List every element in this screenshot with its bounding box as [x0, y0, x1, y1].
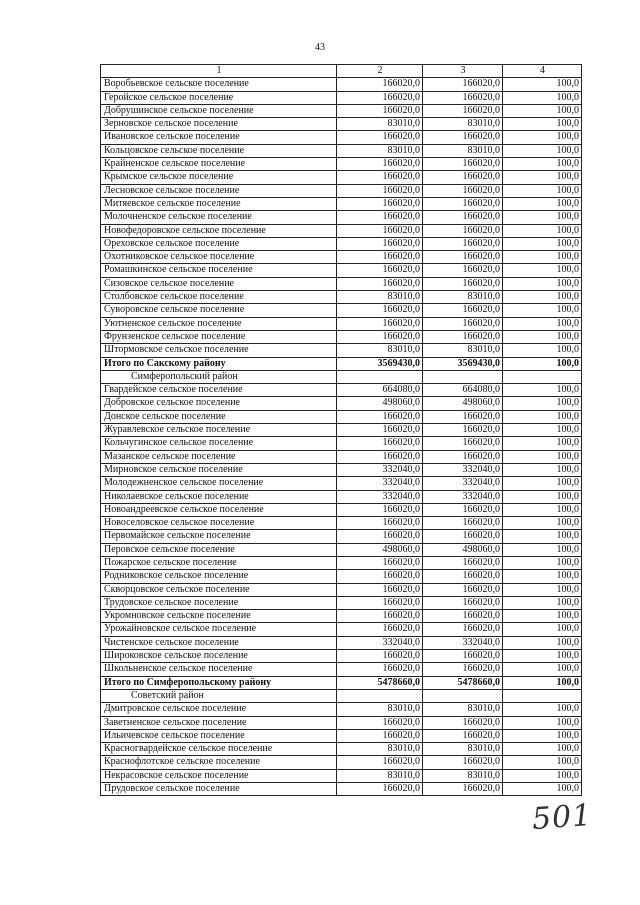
- plan-amount-cell: 166020,0: [337, 583, 423, 596]
- actual-amount-cell: 83010,0: [423, 144, 503, 157]
- actual-amount-cell: 166020,0: [423, 211, 503, 224]
- percent-cell: 100,0: [503, 676, 582, 689]
- percent-cell: 100,0: [503, 437, 582, 450]
- percent-cell: 100,0: [503, 144, 582, 157]
- actual-amount-cell: 332040,0: [423, 463, 503, 476]
- percent-cell: 100,0: [503, 650, 582, 663]
- percent-cell: 100,0: [503, 517, 582, 530]
- plan-amount-cell: 166020,0: [337, 131, 423, 144]
- percent-cell: 100,0: [503, 397, 582, 410]
- settlement-name-cell: Кольцовское сельское поселение: [101, 144, 337, 157]
- table-header-row: [101, 65, 582, 78]
- actual-amount-cell: 332040,0: [423, 636, 503, 649]
- plan-amount-cell: 166020,0: [337, 756, 423, 769]
- table-row: [101, 330, 582, 343]
- actual-amount-cell: 166020,0: [423, 410, 503, 423]
- actual-amount-cell: 166020,0: [423, 530, 503, 543]
- settlement-name-cell: Первомайское сельское поселение: [101, 530, 337, 543]
- table-row: [101, 304, 582, 317]
- plan-amount-cell: 166020,0: [337, 530, 423, 543]
- settlement-name-cell: Заветненское сельское поселение: [101, 716, 337, 729]
- table-row: [101, 397, 582, 410]
- actual-amount-cell: 166020,0: [423, 131, 503, 144]
- actual-amount-cell: 664080,0: [423, 384, 503, 397]
- percent-cell: 100,0: [503, 197, 582, 210]
- percent-cell: 100,0: [503, 783, 582, 796]
- settlement-name-cell: Добрушинское сельское поселение: [101, 104, 337, 117]
- plan-amount-cell: 3569430,0: [337, 357, 423, 370]
- percent-cell: 100,0: [503, 211, 582, 224]
- actual-amount-cell: 166020,0: [423, 623, 503, 636]
- percent-cell: 100,0: [503, 291, 582, 304]
- settlement-name-cell: Школьненское сельское поселение: [101, 663, 337, 676]
- plan-amount-cell: 83010,0: [337, 769, 423, 782]
- plan-amount-cell: 83010,0: [337, 118, 423, 131]
- actual-amount-cell: 83010,0: [423, 291, 503, 304]
- plan-amount-cell: 166020,0: [337, 264, 423, 277]
- percent-cell: 100,0: [503, 716, 582, 729]
- table-row: [101, 477, 582, 490]
- table-row: [101, 197, 582, 210]
- page-number: 43: [315, 42, 325, 53]
- actual-amount-cell: 166020,0: [423, 663, 503, 676]
- plan-amount-cell: 166020,0: [337, 251, 423, 264]
- percent-cell: 100,0: [503, 317, 582, 330]
- actual-amount-cell: 166020,0: [423, 171, 503, 184]
- settlement-name-cell: Лесновское сельское поселение: [101, 184, 337, 197]
- table-row: [101, 596, 582, 609]
- actual-amount-cell: [423, 689, 503, 702]
- table-row: [101, 264, 582, 277]
- actual-amount-cell: 83010,0: [423, 743, 503, 756]
- actual-amount-cell: 166020,0: [423, 570, 503, 583]
- plan-amount-cell: 166020,0: [337, 663, 423, 676]
- header-cell-1: 1: [101, 65, 337, 78]
- plan-amount-cell: 166020,0: [337, 237, 423, 250]
- percent-cell: 100,0: [503, 570, 582, 583]
- percent-cell: 100,0: [503, 769, 582, 782]
- settlement-name-cell: Сизовское сельское поселение: [101, 277, 337, 290]
- percent-cell: 100,0: [503, 304, 582, 317]
- plan-amount-cell: 664080,0: [337, 384, 423, 397]
- plan-amount-cell: [337, 689, 423, 702]
- actual-amount-cell: 166020,0: [423, 184, 503, 197]
- percent-cell: 100,0: [503, 251, 582, 264]
- plan-amount-cell: 332040,0: [337, 490, 423, 503]
- table-row: [101, 517, 582, 530]
- plan-amount-cell: 166020,0: [337, 410, 423, 423]
- actual-amount-cell: 83010,0: [423, 118, 503, 131]
- plan-amount-cell: 5478660,0: [337, 676, 423, 689]
- percent-cell: 100,0: [503, 91, 582, 104]
- table-row: [101, 437, 582, 450]
- settlement-name-cell: Уютненское сельское поселение: [101, 317, 337, 330]
- actual-amount-cell: 166020,0: [423, 610, 503, 623]
- plan-amount-cell: 166020,0: [337, 91, 423, 104]
- plan-amount-cell: 498060,0: [337, 543, 423, 556]
- actual-amount-cell: 5478660,0: [423, 676, 503, 689]
- settlement-name-cell: Новоселовское сельское поселение: [101, 517, 337, 530]
- settlement-name-cell: Гвардейское сельское поселение: [101, 384, 337, 397]
- settlement-name-cell: Новоандреевское сельское поселение: [101, 503, 337, 516]
- settlement-name-cell: Крымское сельское поселение: [101, 171, 337, 184]
- plan-amount-cell: 332040,0: [337, 477, 423, 490]
- table-row: [101, 158, 582, 171]
- plan-amount-cell: 166020,0: [337, 610, 423, 623]
- table-row: [101, 384, 582, 397]
- plan-amount-cell: 166020,0: [337, 104, 423, 117]
- settlement-name-cell: Молодежненское сельское поселение: [101, 477, 337, 490]
- percent-cell: 100,0: [503, 490, 582, 503]
- percent-cell: 100,0: [503, 118, 582, 131]
- actual-amount-cell: 3569430,0: [423, 357, 503, 370]
- actual-amount-cell: 166020,0: [423, 158, 503, 171]
- settlement-name-cell: Укромновское сельское поселение: [101, 610, 337, 623]
- table-row: [101, 118, 582, 131]
- budget-table: [100, 64, 582, 796]
- table-row: [101, 317, 582, 330]
- table-row: [101, 583, 582, 596]
- plan-amount-cell: 166020,0: [337, 517, 423, 530]
- plan-amount-cell: 166020,0: [337, 596, 423, 609]
- actual-amount-cell: 83010,0: [423, 703, 503, 716]
- plan-amount-cell: [337, 370, 423, 383]
- percent-cell: 100,0: [503, 424, 582, 437]
- percent-cell: 100,0: [503, 277, 582, 290]
- actual-amount-cell: 332040,0: [423, 490, 503, 503]
- actual-amount-cell: 166020,0: [423, 556, 503, 569]
- table-row: [101, 104, 582, 117]
- settlement-name-cell: Добровское сельское поселение: [101, 397, 337, 410]
- table-row: [101, 503, 582, 516]
- percent-cell: 100,0: [503, 344, 582, 357]
- table-row: [101, 171, 582, 184]
- table-row: [101, 277, 582, 290]
- actual-amount-cell: 498060,0: [423, 397, 503, 410]
- settlement-name-cell: Митяевское сельское поселение: [101, 197, 337, 210]
- table-row: [101, 144, 582, 157]
- settlement-name-cell: Ромашкинское сельское поселение: [101, 264, 337, 277]
- table-row: [101, 729, 582, 742]
- table-row: [101, 463, 582, 476]
- table-row: [101, 344, 582, 357]
- actual-amount-cell: 166020,0: [423, 91, 503, 104]
- settlement-name-cell: Родниковское сельское поселение: [101, 570, 337, 583]
- table-row: [101, 450, 582, 463]
- table-row: [101, 570, 582, 583]
- settlement-name-cell: Пожарское сельское поселение: [101, 556, 337, 569]
- percent-cell: [503, 689, 582, 702]
- percent-cell: 100,0: [503, 596, 582, 609]
- total-row: [101, 676, 582, 689]
- plan-amount-cell: 498060,0: [337, 397, 423, 410]
- settlement-name-cell: Фрунзенское сельское поселение: [101, 330, 337, 343]
- actual-amount-cell: 83010,0: [423, 769, 503, 782]
- settlement-name-cell: Ивановское сельское поселение: [101, 131, 337, 144]
- percent-cell: 100,0: [503, 410, 582, 423]
- settlement-name-cell: Воробьевское сельское поселение: [101, 78, 337, 91]
- plan-amount-cell: 166020,0: [337, 317, 423, 330]
- table-row: [101, 410, 582, 423]
- settlement-name-cell: Николаевское сельское поселение: [101, 490, 337, 503]
- settlement-name-cell: Донское сельское поселение: [101, 410, 337, 423]
- actual-amount-cell: 166020,0: [423, 756, 503, 769]
- table-row: [101, 769, 582, 782]
- table-row: [101, 424, 582, 437]
- table-row: [101, 131, 582, 144]
- table-row: [101, 224, 582, 237]
- actual-amount-cell: 166020,0: [423, 424, 503, 437]
- actual-amount-cell: 166020,0: [423, 251, 503, 264]
- plan-amount-cell: 166020,0: [337, 623, 423, 636]
- settlement-name-cell: Мазанское сельское поселение: [101, 450, 337, 463]
- settlement-name-cell: Перовское сельское поселение: [101, 543, 337, 556]
- percent-cell: 100,0: [503, 237, 582, 250]
- table-row: [101, 636, 582, 649]
- percent-cell: 100,0: [503, 556, 582, 569]
- percent-cell: [503, 370, 582, 383]
- plan-amount-cell: 166020,0: [337, 78, 423, 91]
- percent-cell: 100,0: [503, 171, 582, 184]
- actual-amount-cell: 166020,0: [423, 104, 503, 117]
- settlement-name-cell: Новофедоровское сельское поселение: [101, 224, 337, 237]
- settlement-name-cell: Прудовское сельское поселение: [101, 783, 337, 796]
- actual-amount-cell: 166020,0: [423, 237, 503, 250]
- plan-amount-cell: 83010,0: [337, 743, 423, 756]
- plan-amount-cell: 166020,0: [337, 330, 423, 343]
- header-cell-4: 4: [503, 65, 582, 78]
- percent-cell: 100,0: [503, 636, 582, 649]
- actual-amount-cell: 166020,0: [423, 503, 503, 516]
- table-row: [101, 703, 582, 716]
- plan-amount-cell: 166020,0: [337, 197, 423, 210]
- percent-cell: 100,0: [503, 729, 582, 742]
- plan-amount-cell: 166020,0: [337, 503, 423, 516]
- percent-cell: 100,0: [503, 131, 582, 144]
- settlement-name-cell: Столбовское сельское поселение: [101, 291, 337, 304]
- table-row: [101, 650, 582, 663]
- actual-amount-cell: 166020,0: [423, 716, 503, 729]
- plan-amount-cell: 166020,0: [337, 716, 423, 729]
- settlement-name-cell: Кольчугинское сельское поселение: [101, 437, 337, 450]
- percent-cell: 100,0: [503, 104, 582, 117]
- actual-amount-cell: [423, 370, 503, 383]
- percent-cell: 100,0: [503, 384, 582, 397]
- settlement-name-cell: Итого по Симферопольскому району: [101, 676, 337, 689]
- table-row: [101, 756, 582, 769]
- actual-amount-cell: 166020,0: [423, 330, 503, 343]
- header-cell-2: 2: [337, 65, 423, 78]
- settlement-name-cell: Краснофлотское сельское поселение: [101, 756, 337, 769]
- table-row: [101, 610, 582, 623]
- percent-cell: 100,0: [503, 756, 582, 769]
- settlement-name-cell: Дмитровское сельское поселение: [101, 703, 337, 716]
- plan-amount-cell: 166020,0: [337, 783, 423, 796]
- percent-cell: 100,0: [503, 530, 582, 543]
- actual-amount-cell: 166020,0: [423, 197, 503, 210]
- plan-amount-cell: 166020,0: [337, 224, 423, 237]
- percent-cell: 100,0: [503, 450, 582, 463]
- percent-cell: 100,0: [503, 743, 582, 756]
- actual-amount-cell: 166020,0: [423, 450, 503, 463]
- percent-cell: 100,0: [503, 583, 582, 596]
- percent-cell: 100,0: [503, 477, 582, 490]
- percent-cell: 100,0: [503, 357, 582, 370]
- table-row: [101, 783, 582, 796]
- actual-amount-cell: 332040,0: [423, 477, 503, 490]
- actual-amount-cell: 166020,0: [423, 78, 503, 91]
- plan-amount-cell: 166020,0: [337, 437, 423, 450]
- percent-cell: 100,0: [503, 158, 582, 171]
- settlement-name-cell: Молочненское сельское поселение: [101, 211, 337, 224]
- actual-amount-cell: 166020,0: [423, 596, 503, 609]
- plan-amount-cell: 166020,0: [337, 158, 423, 171]
- percent-cell: 100,0: [503, 543, 582, 556]
- actual-amount-cell: 498060,0: [423, 543, 503, 556]
- header-cell-3: 3: [423, 65, 503, 78]
- plan-amount-cell: 166020,0: [337, 304, 423, 317]
- plan-amount-cell: 166020,0: [337, 570, 423, 583]
- table-row: [101, 623, 582, 636]
- table-row: [101, 78, 582, 91]
- table-row: [101, 211, 582, 224]
- settlement-name-cell: Урожайновское сельское поселение: [101, 623, 337, 636]
- percent-cell: 100,0: [503, 330, 582, 343]
- plan-amount-cell: 166020,0: [337, 277, 423, 290]
- plan-amount-cell: 83010,0: [337, 144, 423, 157]
- table-row: [101, 251, 582, 264]
- settlement-name-cell: Мирновское сельское поселение: [101, 463, 337, 476]
- settlement-name-cell: Ореховское сельское поселение: [101, 237, 337, 250]
- settlement-name-cell: Красногвардейское сельское поселение: [101, 743, 337, 756]
- settlement-name-cell: Штормовское сельское поселение: [101, 344, 337, 357]
- actual-amount-cell: 166020,0: [423, 317, 503, 330]
- plan-amount-cell: 83010,0: [337, 703, 423, 716]
- percent-cell: 100,0: [503, 503, 582, 516]
- plan-amount-cell: 166020,0: [337, 650, 423, 663]
- table-row: [101, 716, 582, 729]
- settlement-name-cell: Скворцовское сельское поселение: [101, 583, 337, 596]
- plan-amount-cell: 166020,0: [337, 211, 423, 224]
- plan-amount-cell: 166020,0: [337, 171, 423, 184]
- percent-cell: 100,0: [503, 184, 582, 197]
- percent-cell: 100,0: [503, 463, 582, 476]
- table-row: [101, 556, 582, 569]
- actual-amount-cell: 166020,0: [423, 517, 503, 530]
- table-row: [101, 237, 582, 250]
- percent-cell: 100,0: [503, 623, 582, 636]
- table-body: [101, 65, 582, 796]
- plan-amount-cell: 83010,0: [337, 344, 423, 357]
- table-row: [101, 530, 582, 543]
- district-heading-row: [101, 370, 582, 383]
- actual-amount-cell: 166020,0: [423, 729, 503, 742]
- percent-cell: 100,0: [503, 703, 582, 716]
- actual-amount-cell: 166020,0: [423, 224, 503, 237]
- settlement-name-cell: Зерновское сельское поселение: [101, 118, 337, 131]
- actual-amount-cell: 166020,0: [423, 783, 503, 796]
- table-row: [101, 543, 582, 556]
- table-row: [101, 743, 582, 756]
- plan-amount-cell: 166020,0: [337, 556, 423, 569]
- settlement-name-cell: Чистенское сельское поселение: [101, 636, 337, 649]
- settlement-name-cell: Симферопольский район: [101, 370, 337, 383]
- actual-amount-cell: 166020,0: [423, 304, 503, 317]
- settlement-name-cell: Журавлевское сельское поселение: [101, 424, 337, 437]
- handwritten-page-mark: 501: [530, 797, 594, 838]
- actual-amount-cell: 166020,0: [423, 650, 503, 663]
- district-heading-row: [101, 689, 582, 702]
- settlement-name-cell: Геройское сельское поселение: [101, 91, 337, 104]
- settlement-name-cell: Трудовское сельское поселение: [101, 596, 337, 609]
- percent-cell: 100,0: [503, 78, 582, 91]
- table-row: [101, 663, 582, 676]
- actual-amount-cell: 166020,0: [423, 264, 503, 277]
- percent-cell: 100,0: [503, 224, 582, 237]
- settlement-name-cell: Крайненское сельское поселение: [101, 158, 337, 171]
- plan-amount-cell: 166020,0: [337, 184, 423, 197]
- settlement-name-cell: Суворовское сельское поселение: [101, 304, 337, 317]
- actual-amount-cell: 166020,0: [423, 583, 503, 596]
- actual-amount-cell: 166020,0: [423, 437, 503, 450]
- plan-amount-cell: 332040,0: [337, 636, 423, 649]
- table-row: [101, 291, 582, 304]
- settlement-name-cell: Охотниковское сельское поселение: [101, 251, 337, 264]
- percent-cell: 100,0: [503, 264, 582, 277]
- settlement-name-cell: Некрасовское сельское поселение: [101, 769, 337, 782]
- plan-amount-cell: 332040,0: [337, 463, 423, 476]
- settlement-name-cell: Ильичевское сельское поселение: [101, 729, 337, 742]
- actual-amount-cell: 83010,0: [423, 344, 503, 357]
- total-row: [101, 357, 582, 370]
- percent-cell: 100,0: [503, 610, 582, 623]
- actual-amount-cell: 166020,0: [423, 277, 503, 290]
- percent-cell: 100,0: [503, 663, 582, 676]
- settlement-name-cell: Широковское сельское поселение: [101, 650, 337, 663]
- plan-amount-cell: 83010,0: [337, 291, 423, 304]
- table-row: [101, 184, 582, 197]
- plan-amount-cell: 166020,0: [337, 450, 423, 463]
- settlement-name-cell: Советский район: [101, 689, 337, 702]
- table-row: [101, 490, 582, 503]
- settlement-name-cell: Итого по Сакскому району: [101, 357, 337, 370]
- plan-amount-cell: 166020,0: [337, 424, 423, 437]
- table-row: [101, 91, 582, 104]
- plan-amount-cell: 166020,0: [337, 729, 423, 742]
